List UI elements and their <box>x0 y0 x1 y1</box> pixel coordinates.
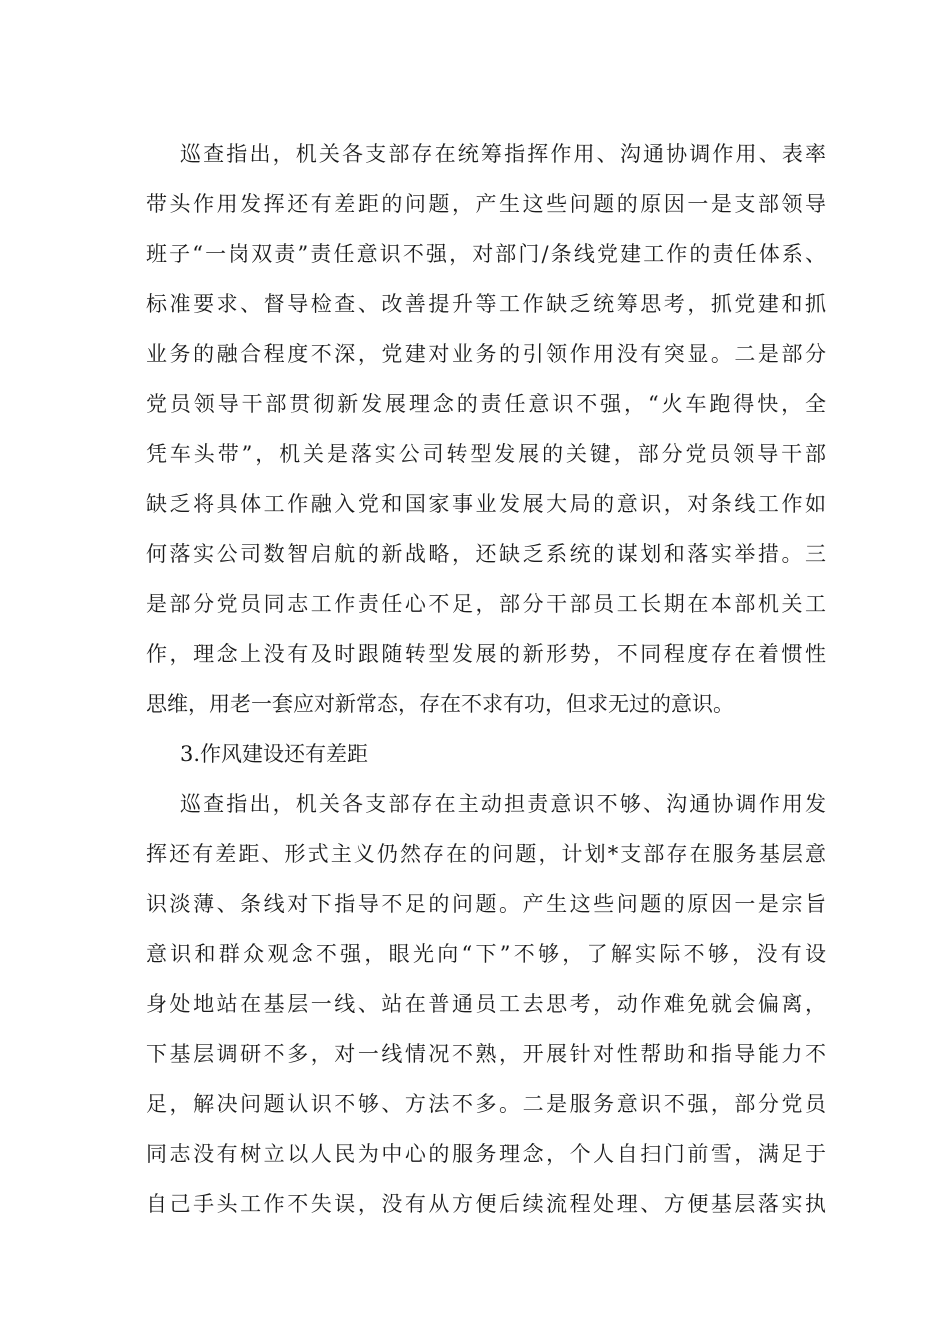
paragraph-line: 意识和群众观念不强，眼光向“下”不够，了解实际不够，没有设 <box>146 942 826 966</box>
paragraph-line: 标准要求、督导检查、改善提升等工作缺乏统筹思考，抓党建和抓 <box>146 292 826 316</box>
paragraph-line: 带头作用发挥还有差距的问题，产生这些问题的原因一是支部领导 <box>146 192 826 216</box>
paragraph-line: 下基层调研不多，对一线情况不熟，开展针对性帮助和指导能力不 <box>146 1042 826 1066</box>
paragraph-line: 党员领导干部贯彻新发展理念的责任意识不强，“火车跑得快，全 <box>146 392 826 416</box>
paragraph-line: 业务的融合程度不深，党建对业务的引领作用没有突显。二是部分 <box>146 342 826 366</box>
paragraph-line: 巡查指出，机关各支部存在统筹指挥作用、沟通协调作用、表率 <box>180 142 826 166</box>
paragraph-line: 识淡薄、条线对下指导不足的问题。产生这些问题的原因一是宗旨 <box>146 892 826 916</box>
paragraph-line: 思维，用老一套应对新常态，存在不求有功，但求无过的意识。 <box>146 692 734 716</box>
paragraph-line: 自己手头工作不失误，没有从方便后续流程处理、方便基层落实执 <box>146 1192 826 1216</box>
paragraph-line: 足，解决问题认识不够、方法不多。二是服务意识不强，部分党员 <box>146 1092 826 1116</box>
paragraph-line: 作，理念上没有及时跟随转型发展的新形势，不同程度存在着惯性 <box>146 642 826 666</box>
paragraph-line: 何落实公司数智启航的新战略，还缺乏系统的谋划和落实举措。三 <box>146 542 826 566</box>
paragraph-line: 身处地站在基层一线、站在普通员工去思考，动作难免就会偏离， <box>146 992 826 1016</box>
paragraph-line: 凭车头带”，机关是落实公司转型发展的关键，部分党员领导干部 <box>146 442 826 466</box>
paragraph-line: 同志没有树立以人民为中心的服务理念，个人自扫门前雪，满足于 <box>146 1142 826 1166</box>
section-heading: 3.作风建设还有差距 <box>180 742 369 766</box>
paragraph-line: 缺乏将具体工作融入党和国家事业发展大局的意识，对条线工作如 <box>146 492 826 516</box>
paragraph-line: 挥还有差距、形式主义仍然存在的问题，计划*支部存在服务基层意 <box>146 842 826 866</box>
paragraph-line: 是部分党员同志工作责任心不足，部分干部员工长期在本部机关工 <box>146 592 826 616</box>
paragraph-line: 巡查指出，机关各支部存在主动担责意识不够、沟通协调作用发 <box>180 792 826 816</box>
paragraph-line: 班子“一岗双责”责任意识不强，对部门/条线党建工作的责任体系、 <box>146 242 826 266</box>
